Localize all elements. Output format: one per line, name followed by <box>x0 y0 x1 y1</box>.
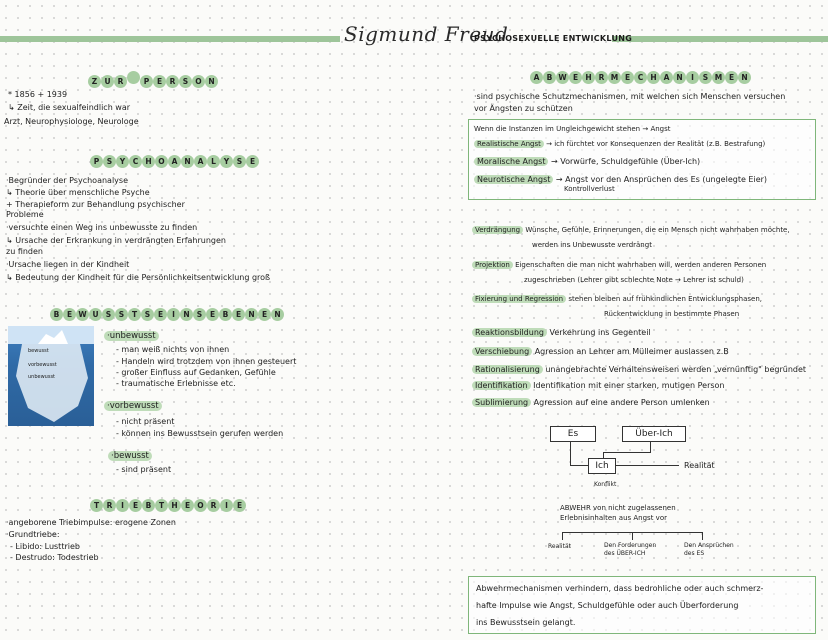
diagram-line-es-h <box>570 465 588 466</box>
heading-letter: Y <box>220 155 233 168</box>
diagram-realitaet: Realität <box>684 461 715 470</box>
iceberg-label-unbewusst: unbewusst <box>28 374 56 380</box>
heading-letter: E <box>725 71 738 84</box>
heading-letter: R <box>207 499 220 512</box>
iceberg-label-vorbewusst: vorbewusst <box>28 362 57 368</box>
heading-letter: S <box>102 308 115 321</box>
heading-letter: S <box>699 71 712 84</box>
diagram-node-ueber-ich: Über-Ich <box>622 426 686 442</box>
heading-letter: H <box>142 155 155 168</box>
psa-line-7: zu finden <box>6 247 43 256</box>
summary-line-1: Abwehrmechanismen verhindern, dass bedrohliche oder auch schmerz- <box>476 584 764 593</box>
mech-identifikation: Identifikation Identifikation mit einer starken, mutigen Person <box>472 380 725 391</box>
heading-letter: A <box>168 155 181 168</box>
heading-psychoanalyse <box>90 155 259 168</box>
heading-letter: B <box>543 71 556 84</box>
page-title: Sigmund Freud <box>344 22 509 46</box>
diagram-line-es <box>570 441 571 465</box>
heading-letter: E <box>206 308 219 321</box>
trieb-line-1: ·angeborene Triebimpulse: erogene Zonen <box>6 518 176 527</box>
heading-letter: N <box>673 71 686 84</box>
psa-line-1: ·Begründer der Psychoanalyse <box>6 176 128 185</box>
diagram-branch-realitaet: Realität <box>548 543 571 550</box>
diagram-branch-v1 <box>562 532 563 540</box>
title-bar-right <box>612 36 828 42</box>
heading-letter: S <box>179 75 192 88</box>
vorbewusst-line-2: - können ins Bewusstsein gerufen werden <box>116 429 284 438</box>
mech-projektion: Projektion Eigenschaften die man nicht wahrhaben will, werden anderen Personen <box>472 260 766 270</box>
heading-abwehrmechanismen <box>530 71 751 84</box>
diagram-line-real <box>615 465 679 466</box>
diagram-branch-ueber-ich: Den Forderungen des ÜBER-ICH <box>604 542 657 557</box>
heading-letter: Y <box>116 155 129 168</box>
page-subtitle: PSYCHOSEXUELLE ENTWICKLUNG <box>474 34 633 43</box>
heading-letter: N <box>245 308 258 321</box>
heading-letter: S <box>233 155 246 168</box>
abwehr-intro-2: vor Ängsten zu schützen <box>474 104 573 113</box>
heading-letter: E <box>153 75 166 88</box>
vorbewusst-line-1: - nicht präsent <box>116 417 175 426</box>
psa-line-5: ·versuchte einen Weg ins unbewusste zu finden <box>6 223 198 232</box>
unbewusst-label: ·unbewusst <box>104 330 159 342</box>
heading-letter: I <box>116 499 129 512</box>
heading-letter: S <box>103 155 116 168</box>
angst-neurotic-2: Kontrollverlust <box>564 185 615 193</box>
heading-letter: B <box>219 308 232 321</box>
trieb-line-3: - Libido: Lusttrieb <box>10 542 80 551</box>
heading-letter: R <box>166 75 179 88</box>
heading-letter: B <box>142 499 155 512</box>
bewusst-line-1: - sind präsent <box>116 465 172 474</box>
heading-letter: E <box>621 71 634 84</box>
diagram-branch-es: Den Ansprüchen des ES <box>684 542 734 557</box>
trieb-line-4: - Destrudo: Todestrieb <box>10 553 99 562</box>
heading-letter: I <box>686 71 699 84</box>
heading-letter: E <box>258 308 271 321</box>
person-line-2: ↳ Zeit, die sexualfeindlich war <box>8 103 131 112</box>
heading-letter: E <box>246 155 259 168</box>
abwehr-intro-1: ·sind psychische Schutzmechanismen, mit welchen sich Menschen versuchen <box>474 92 786 101</box>
heading-letter: M <box>608 71 621 84</box>
heading-letter: E <box>181 499 194 512</box>
heading-letter: W <box>556 71 569 84</box>
heading-bewusstseinsebenen <box>50 308 284 321</box>
heading-letter: N <box>271 308 284 321</box>
mech-reaktionsbildung: Reaktionsbildung Verkehrung ins Gegenteil <box>472 327 651 338</box>
heading-letter: L <box>207 155 220 168</box>
angst-moral: Moralische Angst → Vorwürfe, Schuldgefühle (Über-Ich) <box>474 156 700 167</box>
iceberg-label-bewusst: bewusst <box>28 348 49 354</box>
summary-line-3: ins Bewusstsein gelangt. <box>476 618 576 627</box>
mech-verdraengung-2: werden ins Unbewusste verdrängt <box>532 241 652 249</box>
mech-verschiebung: Verschiebung Agression an Lehrer am Mülleimer auslassen z.B <box>472 346 729 357</box>
psa-line-4: Probleme <box>6 210 44 219</box>
heading-letter: O <box>194 499 207 512</box>
heading-letter <box>127 71 140 84</box>
person-line-3: Arzt, Neurophysiologe, Neurologe <box>4 117 139 126</box>
diagram-node-es: Es <box>550 426 596 442</box>
heading-letter: S <box>193 308 206 321</box>
heading-letter: A <box>530 71 543 84</box>
heading-letter: P <box>90 155 103 168</box>
heading-letter: U <box>101 75 114 88</box>
mech-fixierung: Fixierung und Regression stehen bleiben auf frühkindlichen Entwicklungsphasen, <box>472 294 762 304</box>
heading-letter: C <box>634 71 647 84</box>
heading-letter: E <box>233 499 246 512</box>
heading-letter: O <box>192 75 205 88</box>
heading-letter: M <box>712 71 725 84</box>
iceberg-image <box>8 326 94 426</box>
heading-letter: A <box>660 71 673 84</box>
heading-letter: Z <box>88 75 101 88</box>
heading-letter: T <box>128 308 141 321</box>
person-line-1: * 1856 + 1939 <box>8 90 68 99</box>
heading-letter: E <box>63 308 76 321</box>
heading-letter: T <box>155 499 168 512</box>
heading-letter: W <box>76 308 89 321</box>
psa-line-3: + Therapieform zur Behandlung psychischer <box>6 200 185 209</box>
mech-projektion-2: zugeschrieben (Lehrer gibt schlechte Note → Lehrer ist schuld) <box>524 276 744 284</box>
heading-letter: E <box>569 71 582 84</box>
heading-letter: C <box>129 155 142 168</box>
psa-line-8: ·Ursache liegen in der Kindheit <box>6 260 130 269</box>
mech-fixierung-2: Rückentwicklung in bestimmte Phasen <box>604 310 740 318</box>
heading-letter: R <box>103 499 116 512</box>
heading-letter: I <box>220 499 233 512</box>
diagram-branch-v3 <box>702 532 703 540</box>
heading-letter: E <box>154 308 167 321</box>
heading-letter: H <box>582 71 595 84</box>
psa-line-9: ↳ Bedeutung der Kindheit für die Persönlichkeitsentwicklung groß <box>6 273 271 282</box>
unbewusst-line-1: - man weiß nichts von ihnen <box>116 345 230 354</box>
heading-letter: A <box>194 155 207 168</box>
diagram-line-ueber-v <box>603 452 604 458</box>
heading-letter: I <box>167 308 180 321</box>
mech-verdraengung: Verdrängung Wünsche, Gefühle, Erinnerungen, die ein Mensch nicht wahrhaben möchte, <box>472 225 790 235</box>
unbewusst-line-3: - großer Einfluss auf Gedanken, Gefühle <box>116 368 276 377</box>
heading-letter: O <box>155 155 168 168</box>
heading-letter: N <box>180 308 193 321</box>
psa-line-6: ↳ Ursache der Erkrankung in verdrängten Erfahrungen <box>6 236 226 245</box>
title-bar-left <box>0 36 340 42</box>
heading-letter: H <box>168 499 181 512</box>
heading-letter: R <box>114 75 127 88</box>
heading-letter: B <box>50 308 63 321</box>
heading-letter: N <box>738 71 751 84</box>
heading-letter: H <box>647 71 660 84</box>
angst-neurotic: Neurotische Angst → Angst vor den Ansprüchen des Es (ungelegte Eier) <box>474 174 767 185</box>
trieb-line-2: ·Grundtriebe: <box>6 530 60 539</box>
angst-box-intro: Wenn die Instanzen im Ungleichgewicht stehen → Angst <box>474 125 671 133</box>
vorbewusst-label: ·vorbewusst <box>104 400 162 412</box>
heading-letter: S <box>141 308 154 321</box>
diagram-line-ueber-h <box>603 452 651 453</box>
heading-letter: P <box>140 75 153 88</box>
angst-realistic: Realistische Angst → ich fürchtet vor Konsequenzen der Realität (z.B. Bestrafung) <box>474 139 765 149</box>
heading-letter: E <box>232 308 245 321</box>
heading-letter: N <box>205 75 218 88</box>
unbewusst-line-2: - Handeln wird trotzdem von ihnen gesteuert <box>116 357 297 366</box>
mech-rationalisierung: Rationalisierung unangebrachte Verhaltensweisen werden „vernünftig" begründet <box>472 364 806 375</box>
diagram-node-ich: Ich <box>588 458 616 474</box>
heading-triebtheorie <box>90 499 246 512</box>
heading-letter: E <box>129 499 142 512</box>
diagram-abwehr-1: ABWEHR von nicht zugelassenen <box>560 504 676 512</box>
heading-letter: T <box>90 499 103 512</box>
diagram-abwehr-2: Erlebnisinhalten aus Angst vor <box>560 514 667 522</box>
diagram-branch-v2 <box>632 532 633 540</box>
psa-line-2: ↳ Theorie über menschliche Psyche <box>6 188 150 197</box>
heading-zur-person <box>88 71 218 88</box>
heading-letter: S <box>115 308 128 321</box>
unbewusst-line-4: - traumatische Erlebnisse etc. <box>116 379 236 388</box>
mech-sublimierung: Sublimierung Agression auf eine andere Person umlenken <box>472 397 710 408</box>
heading-letter: R <box>595 71 608 84</box>
heading-letter: N <box>181 155 194 168</box>
summary-line-2: hafte Impulse wie Angst, Schuldgefühle oder auch Überforderung <box>476 601 739 610</box>
heading-letter: U <box>89 308 102 321</box>
bewusst-label: ·bewusst <box>108 450 152 462</box>
diagram-konflikt: Konflikt <box>594 481 617 488</box>
